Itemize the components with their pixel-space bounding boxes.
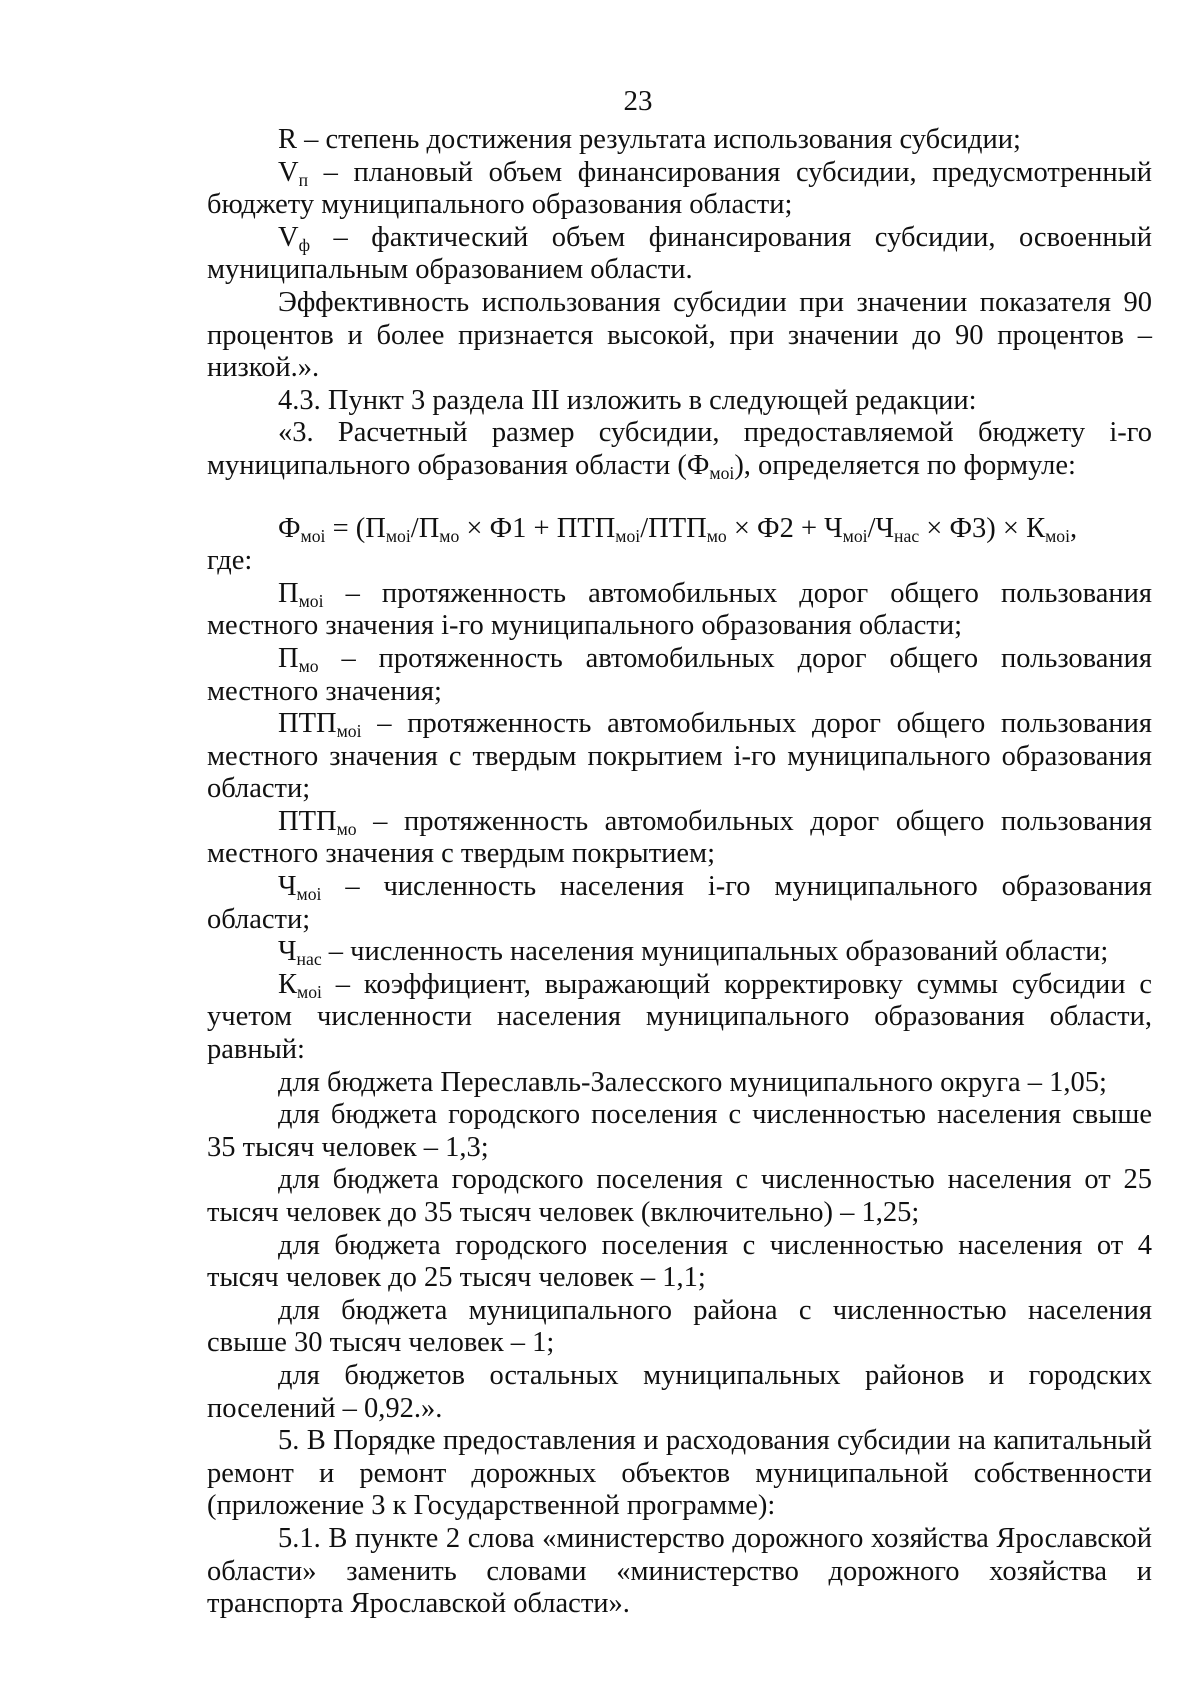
paragraph: Эффективность использования субсидии при значении показателя 90 процентов и более признается высокой, при значении до 90 процентов – низкой.». (207, 286, 1152, 384)
formula-part: × Ф1 + ПТП (459, 512, 616, 544)
symbol-subscript: моi (296, 884, 322, 904)
symbol: Ч (278, 936, 297, 968)
formula-part: /Ч (867, 512, 895, 544)
formula-subscript: моi (385, 525, 411, 546)
formula-part: × Ф3) × К (919, 512, 1046, 544)
document-body (207, 124, 1152, 1621)
symbol-subscript: мо (336, 818, 357, 839)
coefficient-item: для бюджета Переславль-Залесского муниципального округа – 1,05; (278, 1066, 1107, 1098)
coefficient-item: для бюджетов остальных муниципальных районов и городских поселений – 0,92.». (207, 1359, 1152, 1424)
definition-text: – протяженность автомобильных дорог общего пользования местного значения с твердым покрытием; (207, 805, 1152, 870)
symbol-subscript: моi (297, 981, 322, 1002)
formula-subscript: мо (706, 525, 727, 546)
paragraph-text: «3. Расчетный размер субсидии, предоставляемой бюджету i-го муниципального образования области (Ф (207, 417, 1152, 481)
symbol-subscript: нас (296, 949, 322, 970)
formula-subscript: моi (842, 525, 868, 546)
symbol: V (278, 156, 299, 188)
symbol-subscript: мо (298, 655, 319, 676)
formula-part: /П (410, 512, 440, 544)
symbol: ПТП (278, 805, 337, 837)
coefficient-item: для бюджета муниципального района с численностью населения свыше 30 тысяч человек – 1; (207, 1294, 1152, 1359)
paragraph: 5. В Порядке предоставления и расходования субсидии на капитальный ремонт и ремонт дорожных объектов муниципальной собственности (приложение 3 к Государственной программе): (207, 1425, 1152, 1522)
paragraph: 5.1. В пункте 2 слова «министерство дорожного хозяйства Ярославской области» заменить словами «министерство дорожного хозяйства и транспорта Ярославской области». (207, 1522, 1152, 1620)
symbol-subscript: п (298, 169, 309, 190)
definition-paragraph (207, 936, 1152, 969)
symbol: К (278, 968, 298, 1000)
formula-part: = (П (325, 512, 386, 544)
formula (207, 513, 1152, 546)
definition-paragraph (207, 969, 1152, 1067)
coefficient-item: для бюджета городского поселения с численностью населения свыше 35 тысяч человек – 1,3; (207, 1099, 1152, 1163)
page-number: 23 (623, 85, 653, 117)
definition-text: – численность населения i-го муниципального образования области; (207, 871, 1152, 935)
definition-text: – протяженность автомобильных дорог общего пользования местного значения i-го муниципального образования области; (207, 577, 1152, 642)
paragraph: 4.3. Пункт 3 раздела III изложить в следующей редакции: (278, 384, 977, 416)
symbol: П (278, 642, 299, 674)
definition-paragraph (207, 643, 1152, 708)
formula-part: Ф (278, 512, 301, 544)
paragraph-text: ), определяется по формуле: (734, 449, 1076, 481)
definition-paragraph (207, 806, 1152, 871)
definition-text: – плановый объем финансирования субсидии, предусмотренный бюджету муниципального образования области; (207, 156, 1152, 221)
paragraph: R – степень достижения результата использования субсидии; (278, 124, 1021, 155)
definition-paragraph (207, 871, 1152, 936)
symbol: Ч (278, 871, 297, 903)
definition-text: – протяженность автомобильных дорог общего пользования местного значения; (207, 642, 1152, 707)
definition-text: – фактический объем финансирования субсидии, освоенный муниципальным образованием области. (207, 221, 1152, 286)
definition-paragraph (207, 222, 1152, 287)
definition-text: – коэффициент, выражающий корректировку суммы субсидии с учетом численности населения муниципального образования области, равный: (207, 968, 1152, 1066)
definition-paragraph (207, 157, 1152, 222)
formula-part: /ПТП (640, 512, 707, 544)
symbol-subscript: моi (709, 462, 735, 483)
paragraph (207, 417, 1152, 482)
where-label: где: (207, 545, 253, 577)
coefficient-item: для бюджета городского поселения с численностью населения от 25 тысяч человек до 35 тысяч человек (включительно) – 1,25; (207, 1164, 1152, 1228)
formula-part: , (1070, 512, 1078, 544)
formula-subscript: моi (300, 525, 326, 546)
definition-text: – протяженность автомобильных дорог общего пользования местного значения с твердым покрытием i-го муниципального образования области; (207, 708, 1152, 805)
symbol-subscript: моi (298, 590, 324, 611)
symbol: П (278, 577, 299, 609)
definition-paragraph (207, 708, 1152, 806)
coefficient-item: для бюджета городского поселения с численностью населения от 4 тысяч человек до 25 тысяч человек – 1,1; (207, 1229, 1152, 1294)
symbol-subscript: ф (298, 234, 311, 255)
symbol-subscript: моi (336, 721, 362, 742)
symbol: ПТП (278, 708, 337, 740)
formula-subscript: моi (1045, 525, 1071, 546)
definition-paragraph (207, 578, 1152, 643)
formula-subscript: нас (894, 525, 920, 546)
formula-part: × Ф2 + Ч (726, 512, 843, 544)
formula-subscript: моi (615, 525, 641, 546)
symbol: V (278, 221, 299, 253)
formula-subscript: мо (439, 525, 460, 546)
definition-text: – численность населения муниципальных образований области; (321, 936, 1109, 968)
